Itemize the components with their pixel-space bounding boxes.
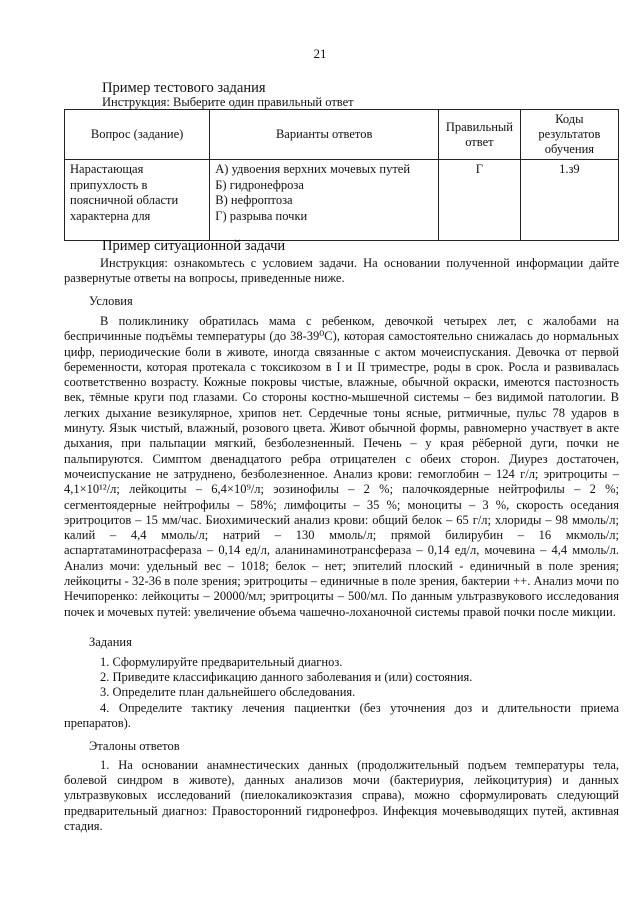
test-task-table [64,109,619,241]
options-cell [210,160,439,241]
header-question: Вопрос (задание) [65,110,210,160]
option-b: Б) гидронефроза [215,177,304,192]
table-row [65,160,619,241]
tasks-list [64,655,619,731]
task-item: 3. Определите план дальнейшего обследования. [100,685,356,700]
header-codes: Коды результатов обучения [520,110,618,160]
page-number: 21 [313,46,327,61]
question-cell: Нарастающая припухлость в поясничной области характерна для [65,160,210,241]
tasks-heading: Задания [89,635,132,649]
test-task-title: Пример тестового задания [102,80,266,96]
answer-item: 1. На основании анамнестических данных (продолжительный подъем температуры тела, болевой синдром в животе), данных анализов мочи (бактериурия, лейкоцитурия) и данных ультразвуковых исследований (пиелокаликоэктазия справа), можно сформулировать следующий предварительный диагноз: Правосторонний гидронефроз. Инфекция мочевыводящих путей, активная стадия. [64,758,619,833]
option-d: Г) разрыва почки [215,208,308,223]
code-cell: 1.з9 [520,160,618,241]
answers-heading: Эталоны ответов [89,739,180,753]
answers-list [64,758,619,834]
conditions-heading: Условия [89,294,133,308]
situational-instruction: Инструкция: ознакомьтесь с условием задачи. На основании полученной информации дайте развернутые ответы на вопросы, приведенные ниже. [64,256,619,286]
header-answer: Правильный ответ [439,110,521,160]
conditions-text: В поликлинику обратилась мама с ребенком, девочкой четырех лет, с жалобами на беспричинные подъёмы температуры (до 38-39⁰С), которая самостоятельно снижалась до нормальных цифр, периодические боли в животе, иногда связанные с актом мочеиспускания. Девочка от первой беременности, которая протекала с токсикозом в I и II триместре, роды в срок. Росла и развивалась соответственно возрасту. Кожные покровы чистые, влажные, обычной окраски, имеются пастозность век, тёмные круги под глазами. Со стороны костно-мышечной системы – без видимой патологии. В легких дыхание везикулярное, хрипов нет. Сердечные тоны ясные, ритмичные, пульс 78 ударов в минуту. Язык чистый, влажный, розового цвета. Живот обычной формы, равномерно участвует в акте дыхания, при пальпации мягкий, безболезненный. Печень – у края рёберной дуги, почки не пальпируются. Симптом двенадцатого ребра отрицателен с обеих сторон. Диурез достаточен, мочеиспускание не затруднено, безболезненное. Анализ крови: гемоглобин – 124 г/л; эритроциты – 4,1×10¹²/л; лейкоциты – 6,4×10⁹/л; эозинофилы – 2 %; палочкоядерные нейтрофилы – 2 %; сегментоядерные нейтрофилы – 58%; лимфоциты – 35 %; моноциты – 3 %, скорость оседания эритроцитов – 15 мм/час. Биохимический анализ крови: общий белок – 65 г/л; хлориды – 98 ммоль/л; калий – 4,4 ммоль/л; натрий – 130 ммоль/л; прямой билирубин – 16 мкмоль/л; аспартатаминотрасфераза – 0,14 ед/л, аланинаминотрансфераза – 0,14 ед/л, мочевина – 4,4 ммоль/л. Анализ мочи: удельный вес – 1018; белок – нет; эпителий плоский - единичный в поле зрения; лейкоциты - 32-36 в поле зрения; эритроциты – единичные в поле зрения, бактерии ++. Анализ мочи по Нечипоренко: лейкоциты – 20000/мл; эритроциты – 500/мл. По данным ультразвукового исследования почек и мочевых путей: увеличение объема чашечно-лоханочной системы правой почки после микции. [64,314,619,619]
option-c: В) нефроптоза [215,193,293,208]
task-item: 1. Сформулируйте предварительный диагноз. [100,655,343,669]
test-task-instruction: Инструкция: Выберите один правильный ответ [102,95,354,109]
header-options: Варианты ответов [210,110,439,160]
option-a: А) удвоения верхних мочевых путей [215,162,411,176]
task-item: 4. Определите тактику лечения пациентки (без уточнения доз и длительности приема препаратов). [64,700,619,730]
task-item: 2. Приведите классификацию данного заболевания и (или) состояния. [100,670,473,685]
situational-title: Пример ситуационной задачи [102,238,286,254]
table-header-row [65,110,619,160]
answer-cell: Г [439,160,521,241]
